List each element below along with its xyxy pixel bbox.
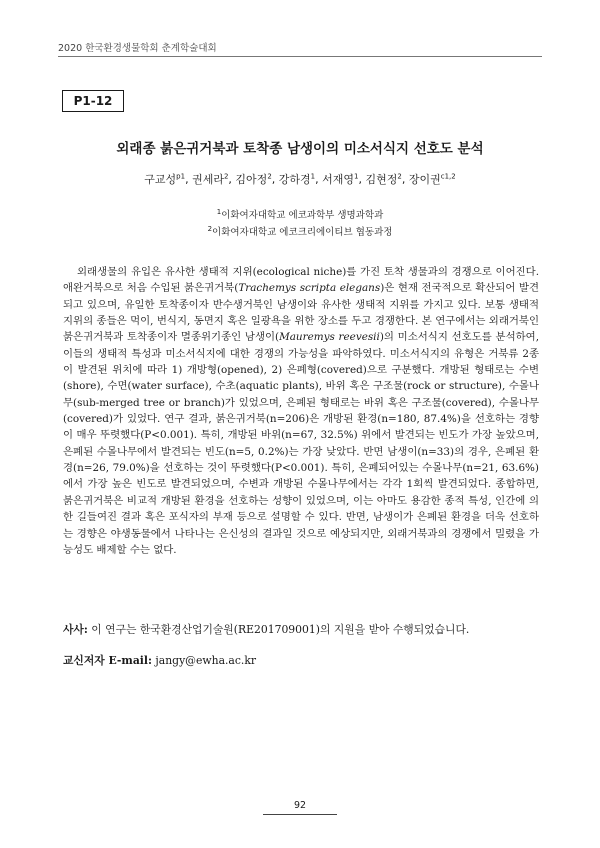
affiliation-2 <box>58 224 542 238</box>
species-name-mauremys: Mauremys reevesii <box>279 331 380 344</box>
abstract-paragraph <box>63 264 539 558</box>
author-name: 구교성 <box>144 173 177 186</box>
corresponding-email: jangy@ewha.ac.kr <box>152 654 257 667</box>
author-affiliation-mark: 2 <box>397 172 402 181</box>
corresponding-label: 교신저자 E-mail: <box>63 654 152 667</box>
author-affiliation-mark: p1 <box>176 172 186 181</box>
author-affiliation-mark: 2 <box>267 172 272 181</box>
running-header: 2020 한국환경생물학회 춘계학술대회 <box>58 43 217 54</box>
species-name-trachemys: Trachemys scripta elegans <box>238 282 381 295</box>
author-affiliation-mark: 1 <box>310 172 316 181</box>
affiliation-mark: 2 <box>207 224 213 233</box>
author-name: 장이권 <box>408 173 441 186</box>
author-list: 구교성$^{p1}$, 권세라$^2$, 김아정$^2$, 강하경$^1$, 서재영$^1$, 김현정$^2$, 장이권$^{c1,2}$ <box>144 172 456 186</box>
abstract-text: )은 현재 전국적으로 확산되어 발견되고 있으며, 유일한 토착종이자 반수생거북인 남생이와 유사한 생태적 지위를 가지고 있다. 보통 생태적 지위의 종들은 먹이, 번식지, 동면지 혹은 일광욕을 위한 장소를 두고 경쟁한다. 본 연구에서는 외래거북인 붉은귀거북과 토착종이자 멸종위기종인 남생이( <box>63 282 539 344</box>
author-name: 서재영 <box>322 173 355 186</box>
author-affiliation-mark: 1 <box>354 172 359 181</box>
author-affiliation-mark: 2 <box>223 172 229 181</box>
author-name: 김현정 <box>365 173 398 186</box>
author-name: 김아정 <box>235 173 268 186</box>
affiliation-text: 이화여자대학교 에코과학부 생명과학과 <box>221 210 384 221</box>
paper-title: 외래종 붉은귀거북과 토착종 남생이의 미소서식지 선호도 분석 <box>116 141 484 157</box>
page-number-underline <box>263 814 337 815</box>
poster-id-badge: P1-12 <box>62 90 124 112</box>
author-name: 강하경 <box>278 173 311 186</box>
affiliation-mark: 1 <box>216 207 222 216</box>
header-divider <box>58 56 542 57</box>
acknowledgement-label: 사사: <box>63 623 88 636</box>
corresponding-author <box>63 653 539 668</box>
abstract-body <box>63 264 539 558</box>
affiliation-text: 이화여자대학교 에코크리에이티브 협동과정 <box>212 227 393 238</box>
author-affiliation-mark: c1,2 <box>440 172 456 181</box>
abstract-text: )의 미소서식지 선호도를 분석하여, 이들의 생태적 특성과 미소서식지에 대한 경쟁의 가능성을 파악하였다. 미소서식지의 유형은 거북류 2종이 발견된 위치에 따라 1) 개방형(opened), 2) 은폐형(covered)으로 구분했다. 개방된 형태로는 수변(shore), 수면(water surface), 수초(aquatic plants), 바위 혹은 구조물(rock or structure), 수몰나무(sub-merged tree or branch)가 있었으며, 은폐된 형태로는 바위 혹은 구조물(covered), 수몰나무(covered)가 있었다. 연구 결과, 붉은귀거북(n=206)은 개방된 환경(n=180, 87.4%)을 선호하는 경향이 매우 뚜렷했다(P<0.001). 특히, 개방된 바위(n=67, 32.5%) 위에서 발견되는 빈도가 가장 높았으며, 은폐된 수몰나무에서 발견되는 빈도(n=5, 0.2%)는 가장 낮았다. 반면 남생이(n=33)의 경우, 은폐된 환경(n=26, 79.0%)을 선호하는 것이 뚜렷했다(P<0.001). 특히, 은폐되어있는 수몰나무(n=21, 63.6%)에서 가장 높은 빈도로 발견되었으며, 수변과 개방된 수몰나무에서는 각각 1회씩 발견되었다. 종합하면, 붉은귀거북은 비교적 개방된 환경을 선호하는 성향이 있었으며, 이는 아마도 용감한 종적 특성, 인간에 의한 길들여진 결과 혹은 포식자의 부재 등으로 설명할 수 있다. 반면, 남생이가 은폐된 환경을 더욱 선호하는 경향은 야생동물에서 나타나는 은신성의 결과일 것으로 예상되지만, 외래거북과의 경쟁에서 밀렸을 가능성도 배제할 수는 없다. <box>63 331 539 556</box>
abstract-text: 외래생물의 유입은 유사한 생태적 지위(ecological niche)를 가진 토착 생물과의 경쟁으로 이어진다. 애완거북으로 처음 수입된 붉은귀거북( <box>63 266 539 295</box>
affiliation-1 <box>58 207 542 221</box>
acknowledgement <box>63 622 539 637</box>
acknowledgement-text: 이 연구는 한국환경산업기술원(RE201709001)의 지원을 받아 수행되었습니다. <box>87 623 470 636</box>
page-number: 92 <box>293 800 307 811</box>
author-name: 권세라 <box>192 173 224 186</box>
